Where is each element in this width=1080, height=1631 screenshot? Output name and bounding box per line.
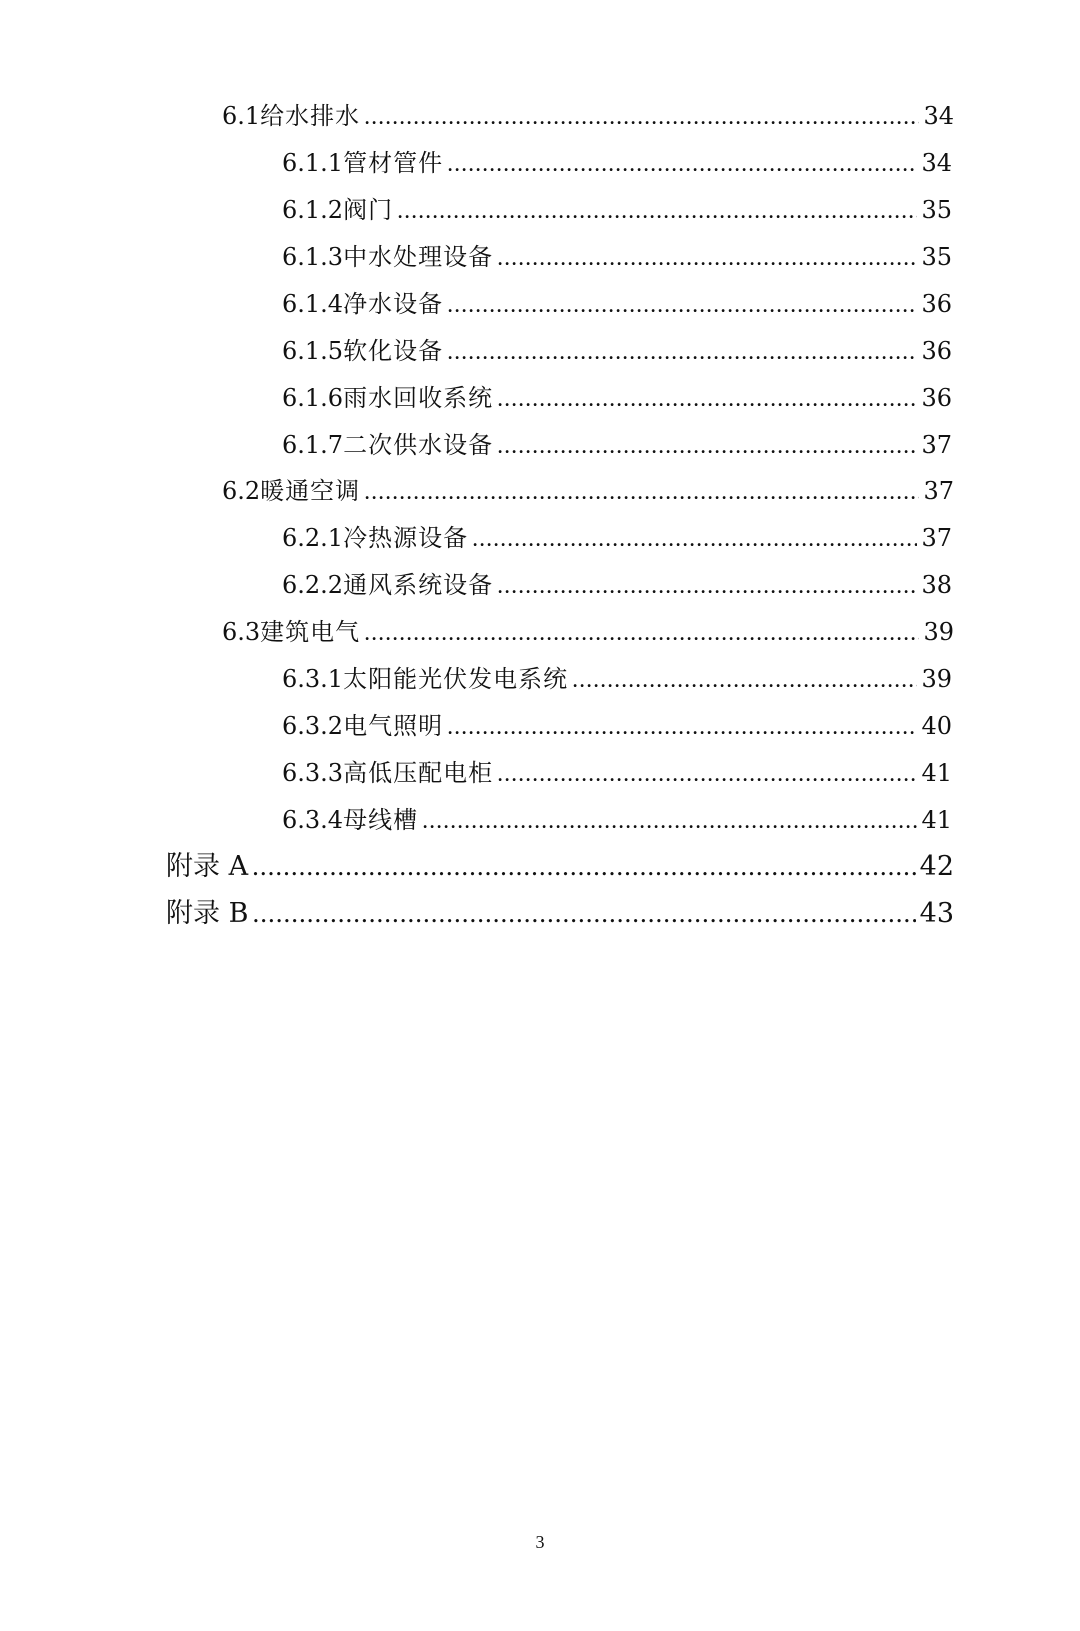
dot-leader <box>422 804 917 838</box>
section-title: 建筑电气 <box>260 618 361 646</box>
section-number: 6.3.3 <box>282 759 344 787</box>
section-number: 6.3 <box>222 618 261 646</box>
toc-entry[interactable] <box>282 709 952 744</box>
section-title: 冷热源设备 <box>343 524 469 552</box>
dot-leader <box>364 100 919 134</box>
dot-leader <box>252 896 915 930</box>
toc-entry-appendix-b[interactable] <box>166 896 954 931</box>
toc-entry[interactable] <box>282 756 952 791</box>
section-number: 6.1 <box>222 102 261 130</box>
section-title: 净水设备 <box>343 290 444 318</box>
section-title: 高低压配电柜 <box>343 759 494 787</box>
dot-leader <box>397 194 917 228</box>
appendix-title: 附录 B <box>166 898 249 929</box>
toc-entry[interactable] <box>282 662 952 697</box>
section-title: 二次供水设备 <box>343 431 494 459</box>
page-reference: 36 <box>921 384 952 412</box>
section-number: 6.2.2 <box>282 571 344 599</box>
dot-leader <box>252 849 916 883</box>
section-title: 太阳能光伏发电系统 <box>343 665 569 693</box>
appendix-title: 附录 A <box>166 851 249 882</box>
page-reference: 38 <box>921 571 952 599</box>
section-title: 阀门 <box>343 196 394 224</box>
dot-leader <box>364 616 919 650</box>
section-title: 软化设备 <box>343 337 444 365</box>
dot-leader <box>447 147 917 181</box>
page-reference: 41 <box>921 759 952 787</box>
page-reference: 34 <box>923 102 954 130</box>
dot-leader <box>472 522 917 556</box>
dot-leader <box>497 757 917 791</box>
section-number: 6.1.3 <box>282 243 344 271</box>
toc-entry[interactable] <box>282 428 952 463</box>
page-reference: 39 <box>923 618 954 646</box>
section-number: 6.3.2 <box>282 712 344 740</box>
section-number: 6.1.7 <box>282 431 344 459</box>
section-number: 6.1.4 <box>282 290 344 318</box>
dot-leader <box>447 710 917 744</box>
toc-entry[interactable] <box>282 287 952 322</box>
toc-entry[interactable] <box>282 381 952 416</box>
section-number: 6.1.6 <box>282 384 344 412</box>
page-reference: 34 <box>921 149 952 177</box>
page-reference: 36 <box>921 337 952 365</box>
dot-leader <box>497 241 917 275</box>
toc-entry[interactable] <box>282 193 952 228</box>
toc-entry[interactable] <box>282 568 952 603</box>
section-number: 6.2 <box>222 477 261 505</box>
dot-leader <box>497 382 917 416</box>
page-reference: 42 <box>919 851 954 882</box>
section-title: 给水排水 <box>260 102 361 130</box>
section-title: 暖通空调 <box>260 477 361 505</box>
dot-leader <box>447 288 917 322</box>
page-reference: 40 <box>921 712 952 740</box>
toc-entry[interactable] <box>282 334 952 369</box>
section-title: 电气照明 <box>343 712 444 740</box>
page-reference: 37 <box>921 431 952 459</box>
page-reference: 35 <box>921 243 952 271</box>
page-reference: 35 <box>921 196 952 224</box>
toc-entry[interactable] <box>282 521 952 556</box>
toc-entry[interactable] <box>282 240 952 275</box>
page-reference: 37 <box>921 524 952 552</box>
toc-entry[interactable] <box>282 803 952 838</box>
section-number: 6.1.1 <box>282 149 344 177</box>
toc-entry[interactable] <box>222 99 954 134</box>
page-reference: 36 <box>921 290 952 318</box>
section-number: 6.1.2 <box>282 196 344 224</box>
section-title: 通风系统设备 <box>343 571 494 599</box>
section-number: 6.3.4 <box>282 806 344 834</box>
dot-leader <box>572 663 917 697</box>
page-reference: 39 <box>921 665 952 693</box>
section-number: 6.3.1 <box>282 665 344 693</box>
toc-entry[interactable] <box>222 474 954 509</box>
section-title: 母线槽 <box>343 806 419 834</box>
section-title: 雨水回收系统 <box>343 384 494 412</box>
dot-leader <box>364 475 919 509</box>
dot-leader <box>447 335 917 369</box>
page-number: 3 <box>535 1532 545 1552</box>
toc-entry-appendix-a[interactable] <box>166 849 954 884</box>
dot-leader <box>497 429 917 463</box>
dot-leader <box>497 569 917 603</box>
page-reference: 41 <box>921 806 952 834</box>
section-title: 中水处理设备 <box>343 243 494 271</box>
page-reference: 37 <box>923 477 954 505</box>
section-number: 6.2.1 <box>282 524 344 552</box>
toc-entry[interactable] <box>282 146 952 181</box>
toc-entry[interactable] <box>222 615 954 650</box>
section-number: 6.1.5 <box>282 337 344 365</box>
section-title: 管材管件 <box>343 149 444 177</box>
page-reference: 43 <box>919 898 954 929</box>
